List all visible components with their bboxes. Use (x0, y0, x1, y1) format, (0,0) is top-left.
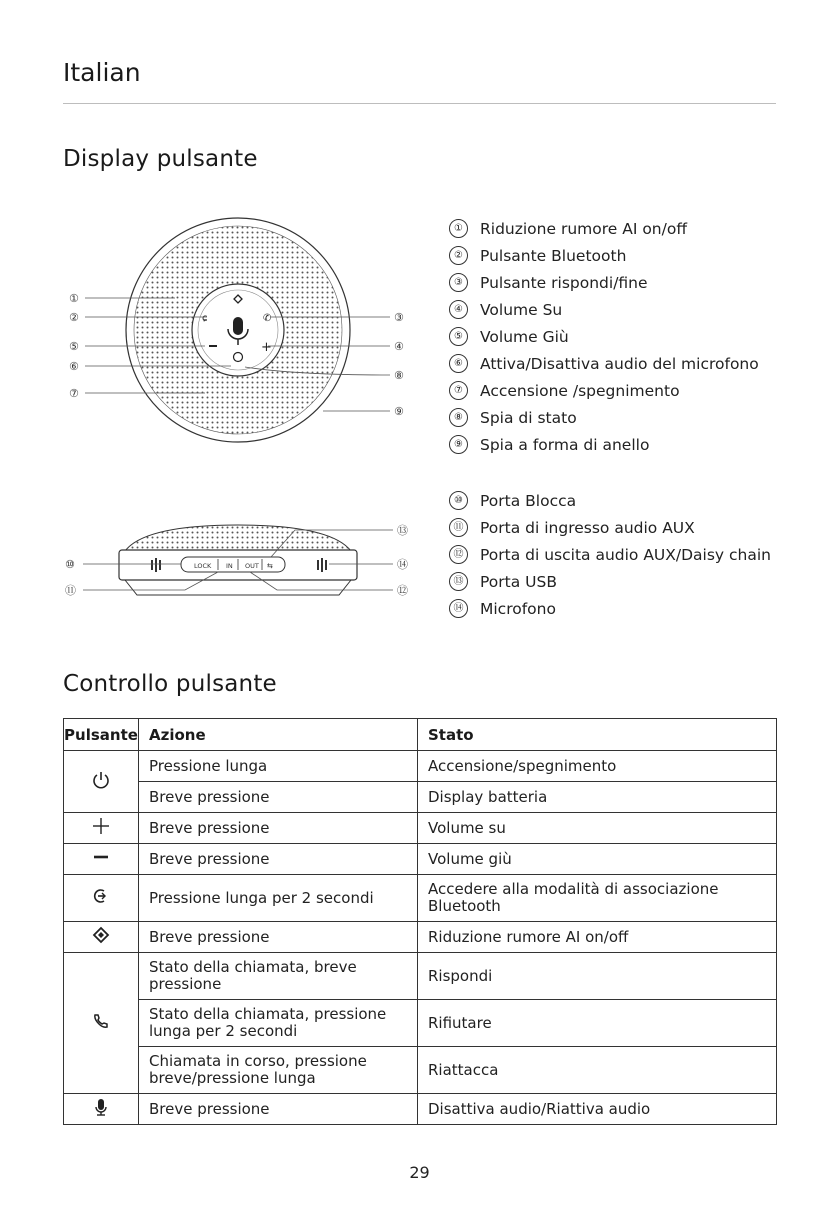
callout-11: ⑪ (65, 584, 76, 597)
legend-item: ⑦ Accensione /spegnimento (449, 378, 759, 405)
legend-item: ⑪ Porta di ingresso audio AUX (449, 515, 771, 542)
legend-item: ⑥ Attiva/Disattiva audio del microfono (449, 351, 759, 378)
table-row: Stato della chiamata, pressione lunga per 2 secondi Rifiutare (64, 1000, 777, 1047)
port-label-out: OUT (245, 562, 259, 570)
speaker-top-view (69, 218, 404, 442)
callout-8: ⑧ (394, 369, 404, 382)
col-header-action: Azione (139, 719, 418, 751)
table-row: Breve pressione Display batteria (64, 782, 777, 813)
table-row: Pressione lunga Accensione/spegnimento (64, 751, 777, 782)
callout-9: ⑨ (394, 405, 404, 418)
svg-text:✆: ✆ (263, 313, 272, 324)
svg-text:ɕ: ɕ (202, 313, 208, 324)
button-control-table (63, 718, 777, 1125)
svg-text:⇆: ⇆ (267, 562, 273, 570)
table-row: Breve pressione Volume su (64, 813, 777, 844)
table-row: Chiamata in corso, pressione breve/pressione lunga Riattacca (64, 1047, 777, 1094)
legend-bottom (449, 488, 771, 623)
section-title-display: Display pulsante (63, 146, 258, 172)
speaker-diagram (55, 195, 425, 615)
svg-text:+: + (261, 340, 272, 355)
callout-4: ④ (394, 340, 404, 353)
callout-7: ⑦ (69, 387, 79, 400)
table-row: Breve pressione Disattiva audio/Riattiva audio (64, 1094, 777, 1125)
legend-item: ⑧ Spia di stato (449, 405, 759, 432)
callout-13: ⑬ (397, 524, 408, 537)
legend-item: ① Riduzione rumore AI on/off (449, 216, 759, 243)
plus-icon (64, 813, 139, 844)
legend-item: ③ Pulsante rispondi/fine (449, 270, 759, 297)
legend-item: ④ Volume Su (449, 297, 759, 324)
mic-icon (64, 1094, 139, 1125)
callout-2: ② (69, 311, 79, 324)
callout-6: ⑥ (69, 360, 79, 373)
callout-1: ① (69, 292, 79, 305)
port-label-lock: LOCK (194, 562, 212, 570)
col-header-state: Stato (418, 719, 777, 751)
table-row: Breve pressione Volume giù (64, 844, 777, 875)
legend-top (449, 216, 759, 459)
callout-5: ⑤ (69, 340, 79, 353)
callout-14: ⑭ (397, 558, 408, 571)
table-row: Breve pressione Riduzione rumore AI on/off (64, 922, 777, 953)
document-language-heading: Italian (63, 58, 141, 87)
minus-icon (64, 844, 139, 875)
phone-icon (64, 953, 139, 1094)
legend-item: ⑫ Porta di uscita audio AUX/Daisy chain (449, 542, 771, 569)
legend-item: ⑤ Volume Giù (449, 324, 759, 351)
legend-item: ⑨ Spia a forma di anello (449, 432, 759, 459)
table-row: Stato della chiamata, breve pressione Rispondi (64, 953, 777, 1000)
legend-item: ⑩ Porta Blocca (449, 488, 771, 515)
port-label-in: IN (226, 562, 233, 570)
legend-item: ② Pulsante Bluetooth (449, 243, 759, 270)
ai-noise-icon (64, 922, 139, 953)
speaker-side-view (65, 524, 408, 597)
page-number: 29 (409, 1163, 430, 1182)
col-header-button: Pulsante (64, 719, 139, 751)
legend-item: ⑭ Microfono (449, 596, 771, 623)
table-header-row (64, 719, 777, 751)
power-icon (64, 751, 139, 813)
section-title-control: Controllo pulsante (63, 671, 277, 697)
bluetooth-pair-icon (64, 875, 139, 922)
callout-3: ③ (394, 311, 404, 324)
header-divider (63, 103, 776, 104)
callout-12: ⑫ (397, 584, 408, 597)
callout-10: ⑩ (65, 558, 75, 571)
table-row: Pressione lunga per 2 secondi Accedere alla modalità di associazione Bluetooth (64, 875, 777, 922)
legend-item: ⑬ Porta USB (449, 569, 771, 596)
